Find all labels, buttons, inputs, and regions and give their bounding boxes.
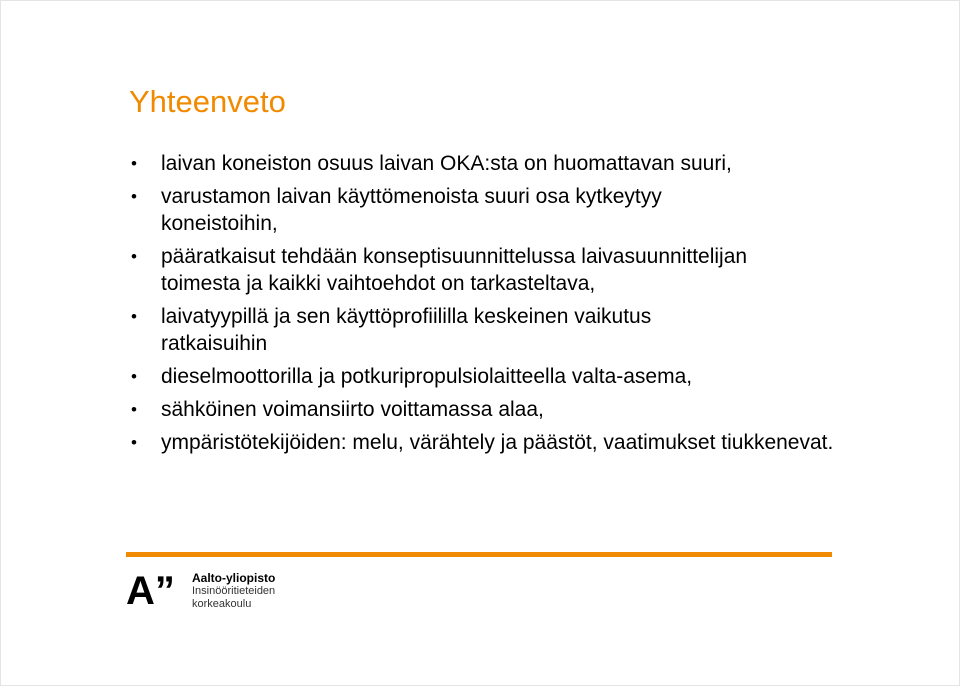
bullet-item bbox=[128, 303, 756, 357]
bullet-item bbox=[128, 183, 771, 237]
bullet-icon: • bbox=[131, 154, 137, 173]
school-name-line1: Insinööritieteiden bbox=[192, 585, 276, 597]
bullet-text: pääratkaisut tehdään konseptisuunnittelussa laivasuunnittelijan toimesta ja kaikki vaihtoehdot on tarkasteltava, bbox=[161, 245, 748, 295]
school-name-line2: korkeakoulu bbox=[192, 598, 252, 610]
bullet-text: sähköinen voimansiirto voittamassa alaa, bbox=[161, 398, 544, 421]
bullet-icon: • bbox=[131, 307, 137, 326]
org-name: Aalto-yliopisto bbox=[192, 571, 276, 585]
slide-title: Yhteenveto bbox=[129, 84, 286, 119]
bullet-icon: • bbox=[131, 400, 137, 419]
bullet-text: varustamon laivan käyttömenoista suuri osa kytkeytyy koneistoihin, bbox=[161, 185, 662, 235]
bullet-icon: • bbox=[131, 247, 137, 266]
bullet-item bbox=[128, 363, 828, 390]
bullet-list bbox=[128, 150, 834, 462]
bullet-item bbox=[128, 150, 828, 177]
bullet-item bbox=[128, 243, 751, 297]
bullet-item bbox=[128, 396, 828, 423]
footer-divider bbox=[126, 552, 832, 557]
bullet-text: ympäristötekijöiden: melu, värähtely ja päästöt, vaatimukset tiukkenevat. bbox=[161, 431, 834, 454]
bullet-text: dieselmoottorilla ja potkuripropulsiolaitteella valta-asema, bbox=[161, 365, 693, 388]
bullet-icon: • bbox=[131, 433, 137, 452]
aalto-logo-mark: A” bbox=[126, 570, 175, 610]
bullet-icon: • bbox=[131, 187, 137, 206]
org-name-block bbox=[192, 571, 275, 611]
bullet-icon: • bbox=[131, 367, 137, 386]
bullet-text: laivan koneiston osuus laivan OKA:sta on huomattavan suuri, bbox=[161, 152, 732, 175]
bullet-item bbox=[128, 429, 851, 456]
bullet-text: laivatyypillä ja sen käyttöprofiililla keskeinen vaikutus ratkaisuihin bbox=[161, 305, 652, 355]
